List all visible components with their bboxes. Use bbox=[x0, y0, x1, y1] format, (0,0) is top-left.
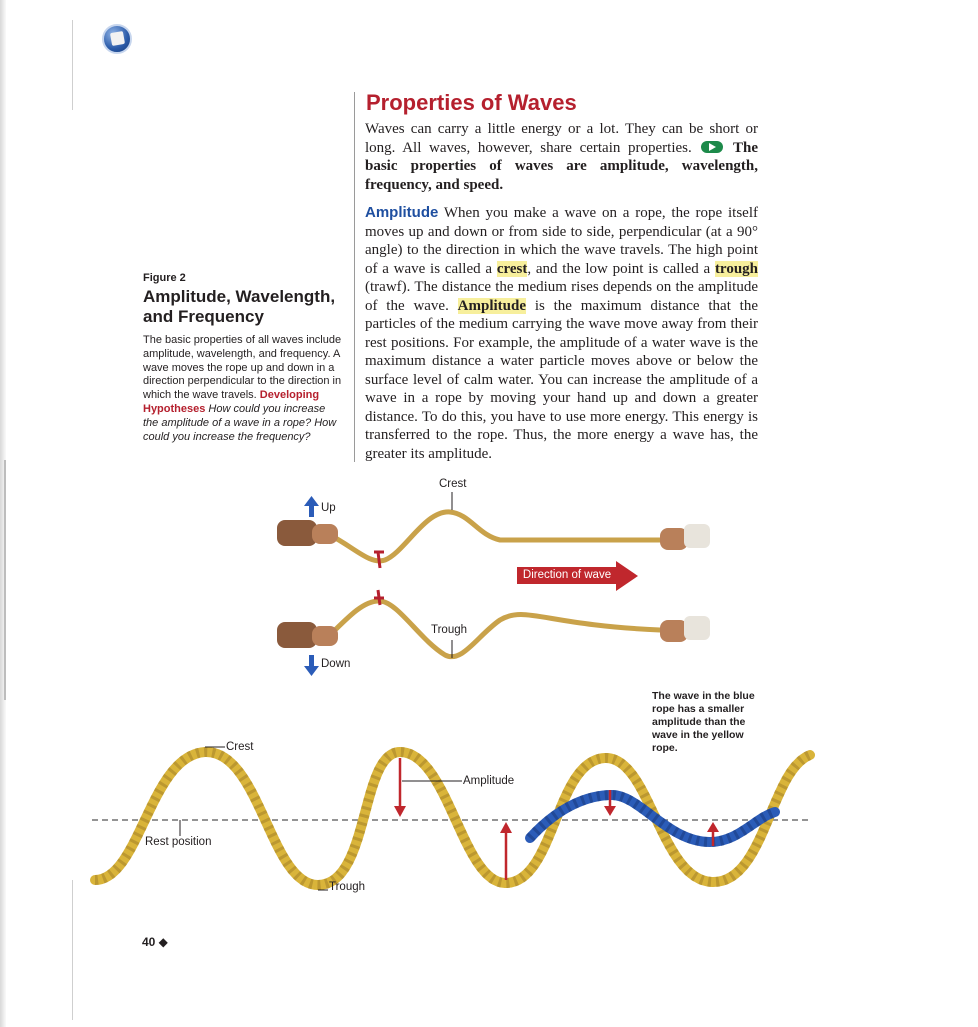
amplitude-arrow-trough bbox=[500, 822, 512, 880]
section-title: Properties of Waves bbox=[366, 90, 577, 115]
hand-left-upper bbox=[277, 520, 338, 546]
rope-lower bbox=[330, 601, 660, 657]
label-down: Down bbox=[321, 658, 351, 670]
term-trough: trough bbox=[714, 260, 759, 277]
label-trough-top: Trough bbox=[431, 624, 468, 636]
label-up: Up bbox=[321, 502, 336, 514]
label-amplitude: Amplitude bbox=[463, 775, 515, 787]
hand-right-upper bbox=[660, 524, 710, 550]
amplitude-text-1: When you make a wave on a rope, the rope itself moves up and down or from side to side, perpendicular (at a 90° angle) to the direction in which the wave travels. The high point of a wave is called a bbox=[365, 205, 758, 277]
amplitude-text-2: , and the low point is called a bbox=[527, 260, 711, 277]
down-arrow bbox=[304, 655, 319, 676]
key-concept-text: The basic properties of waves are amplitude, wavelength, frequency, and speed. bbox=[365, 139, 759, 193]
hand-left-lower bbox=[277, 622, 338, 648]
figure-label: Figure 2 bbox=[143, 272, 186, 284]
hypothesis-question: How could you increase the amplitude of a wave in a rope? How could you increase the frequency? bbox=[143, 402, 337, 443]
amplitude-arrow-crest bbox=[394, 758, 406, 817]
intro-text: Waves can carry a little energy or a lot. They can be short or long. All waves, however, share certain properties. bbox=[365, 121, 758, 156]
label-crest: Crest bbox=[226, 741, 254, 753]
hand-right-lower bbox=[660, 616, 710, 642]
up-arrow bbox=[304, 496, 319, 517]
term-crest: crest bbox=[496, 260, 528, 277]
caption-body: The basic properties of all waves include amplitude, wavelength, and frequency. A wave moves the rope up and down in a direction perpendicular to the direction in which the wave travels. bbox=[143, 334, 342, 402]
page-number: 40 ◆ bbox=[142, 935, 168, 949]
label-trough: Trough bbox=[329, 881, 366, 893]
direction-arrow-icon bbox=[616, 561, 638, 591]
direction-of-wave-label: Direction of wave bbox=[517, 567, 617, 584]
amplitude-text-3: (trawf). The distance the medium rises depends on the amplitude of the wave. bbox=[365, 279, 758, 314]
amplitude-heading: Amplitude bbox=[365, 204, 439, 221]
amplitude-text-4: is the maximum distance that the particles of the medium carrying the wave move away from their rest positions. For example, the amplitude of a water wave is the maximum distance a water particle moves above or below the surface level of calm water. You can increase the amplitude of a wave in a rope by moving your hand up and down a greater distance. To do this, you have to use more energy. This energy is transferred to the rope. Thus, the more energy a wave has, the greater its amplitude. bbox=[365, 297, 758, 462]
term-amplitude: Amplitude bbox=[457, 297, 526, 314]
blue-rope-note: The wave in the blue rope has a smaller amplitude than the wave in the yellow rope. bbox=[652, 690, 755, 754]
label-crest-top: Crest bbox=[439, 478, 467, 490]
label-rest-position: Rest position bbox=[145, 836, 212, 848]
figure-title: Amplitude, Wavelength, and Frequency bbox=[143, 287, 336, 326]
hypothesis-label: Developing Hypotheses bbox=[143, 389, 320, 415]
